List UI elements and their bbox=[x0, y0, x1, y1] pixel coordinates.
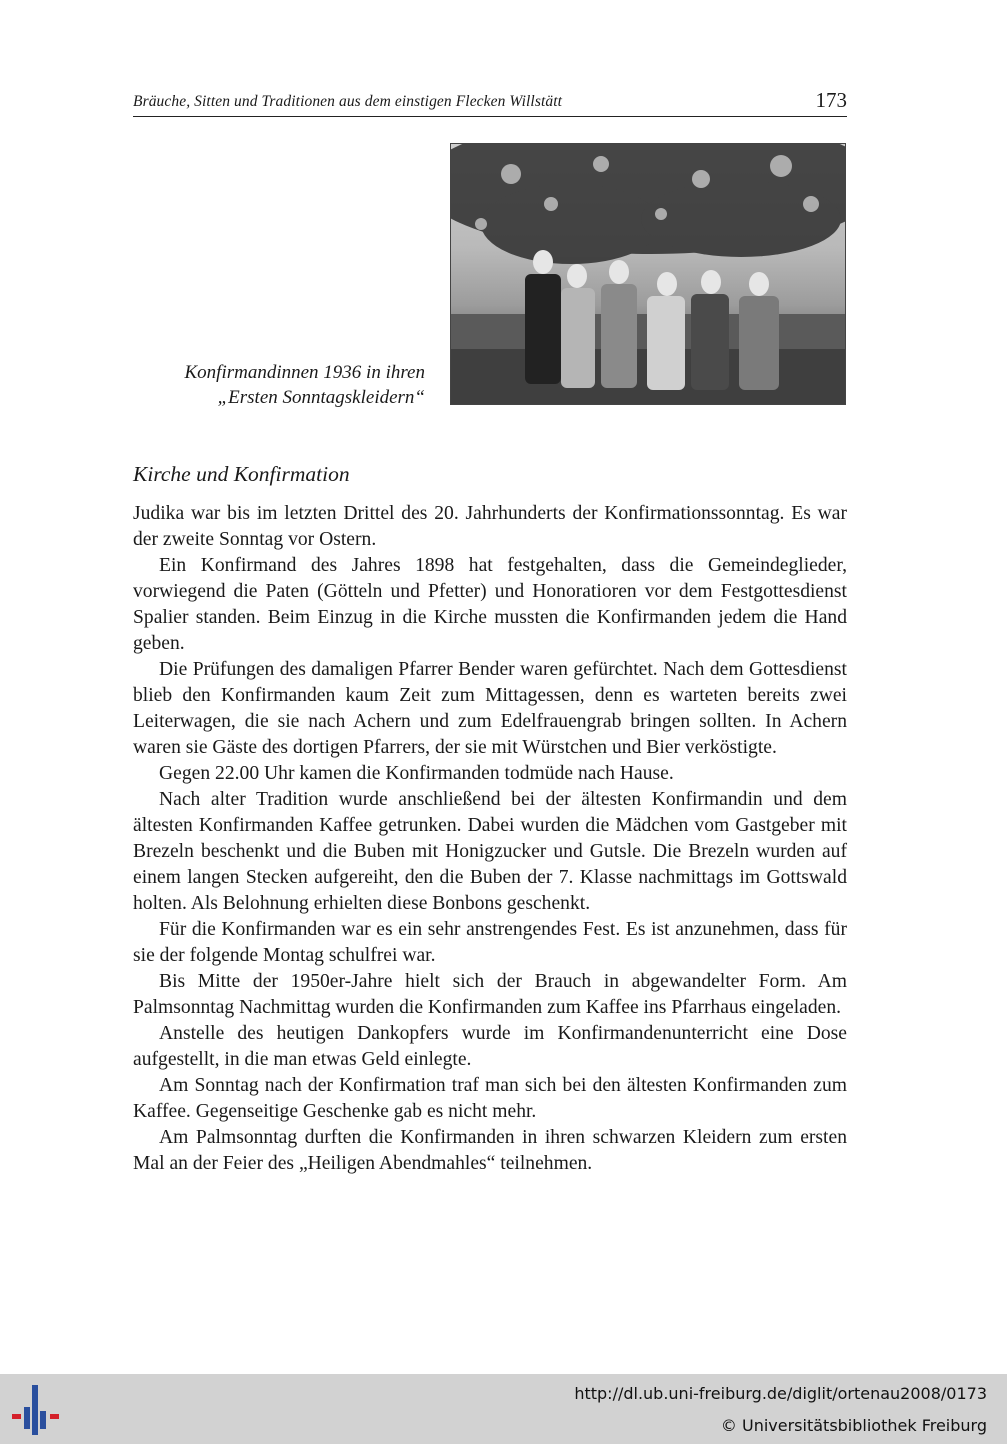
paragraph: Anstelle des heutigen Dankopfers wurde im Konfirmandenunterricht eine Dose aufgestellt, in die man etwas Geld einlegte. bbox=[133, 1023, 847, 1070]
page-number: 173 bbox=[815, 88, 847, 112]
paragraph: Gegen 22.00 Uhr kamen die Konfirmanden todmüde nach Hause. bbox=[159, 763, 674, 784]
historical-photo bbox=[450, 143, 846, 405]
paragraph: Am Palmsonntag durften die Konfirmanden in ihren schwarzen Kleidern zum ersten Mal an der Feier des „Heiligen Abendmahles“ teilnehmen. bbox=[133, 1127, 847, 1174]
body-text bbox=[133, 501, 847, 1177]
caption-line-1: Konfirmandinnen 1936 in ihren bbox=[184, 362, 425, 383]
caption-line-2: „Ersten Sonntagskleidern“ bbox=[217, 387, 425, 408]
paragraph: Bis Mitte der 1950er-Jahre hielt sich der Brauch in abgewandelter Form. Am Palmsonntag Nachmittag wurden die Konfirmanden zum Kaffee ins Pfarrhaus eingeladen. bbox=[133, 971, 847, 1018]
photo-illustration bbox=[451, 144, 846, 405]
paragraph: Judika war bis im letzten Drittel des 20. Jahrhunderts der Konfirmationssonntag. Es war der zweite Sonntag vor Ostern. bbox=[133, 503, 847, 550]
paragraph: Ein Konfirmand des Jahres 1898 hat festgehalten, dass die Gemeindeglieder, vorwiegend die Paten (Götteln und Pfetter) und Honoratioren vor dem Festgottesdienst Spalier standen. Beim Einzug in die Kirche mussten die Konfirmanden jedem die Hand geben. bbox=[133, 555, 847, 654]
paragraph: Die Prüfungen des damaligen Pfarrer Bender waren gefürchtet. Nach dem Gottesdienst blieb den Konfirmanden kaum Zeit zum Mittagessen, denn es warteten bereits zwei Leiterwagen, die sie nach Achern und zum Edelfrauengrab bringen sollten. In Achern waren sie Gäste des dortigen Pfarrers, der sie mit Würstchen und Bier verköstigte. bbox=[133, 659, 847, 758]
footer-copyright: © Universitätsbibliothek Freiburg bbox=[720, 1416, 987, 1435]
paragraph: Für die Konfirmanden war es ein sehr anstrengendes Fest. Es ist anzunehmen, dass für sie der folgende Montag schulfrei war. bbox=[133, 919, 847, 966]
running-title: Bräuche, Sitten und Traditionen aus dem einstigen Flecken Willstätt bbox=[133, 93, 563, 110]
running-header bbox=[133, 88, 847, 117]
photo-caption bbox=[133, 360, 425, 410]
footer-bar bbox=[0, 1374, 1007, 1444]
paragraph: Nach alter Tradition wurde anschließend bei der ältesten Konfirmandin und dem ältesten Konfirmanden Kaffee getrunken. Dabei wurden die Mädchen vom Gastgeber mit Brezeln beschenkt und die Buben mit Honigzucker und Gutsle. Die Brezeln wurden auf einem langen Stecken aufgereiht, den die Buben der 7. Klasse nachmittags im Gottswald holten. Als Belohnung erhielten diese Bonbons geschenkt. bbox=[133, 789, 847, 914]
footer-url-link[interactable]: http://dl.ub.uni-freiburg.de/diglit/ortenau2008/0173 bbox=[574, 1384, 987, 1403]
paragraph: Am Sonntag nach der Konfirmation traf man sich bei den ältesten Konfirmanden zum Kaffee. Gegenseitige Geschenke gab es nicht mehr. bbox=[133, 1075, 847, 1122]
section-heading: Kirche und Konfirmation bbox=[133, 462, 350, 486]
ub-freiburg-logo-icon bbox=[10, 1381, 66, 1439]
